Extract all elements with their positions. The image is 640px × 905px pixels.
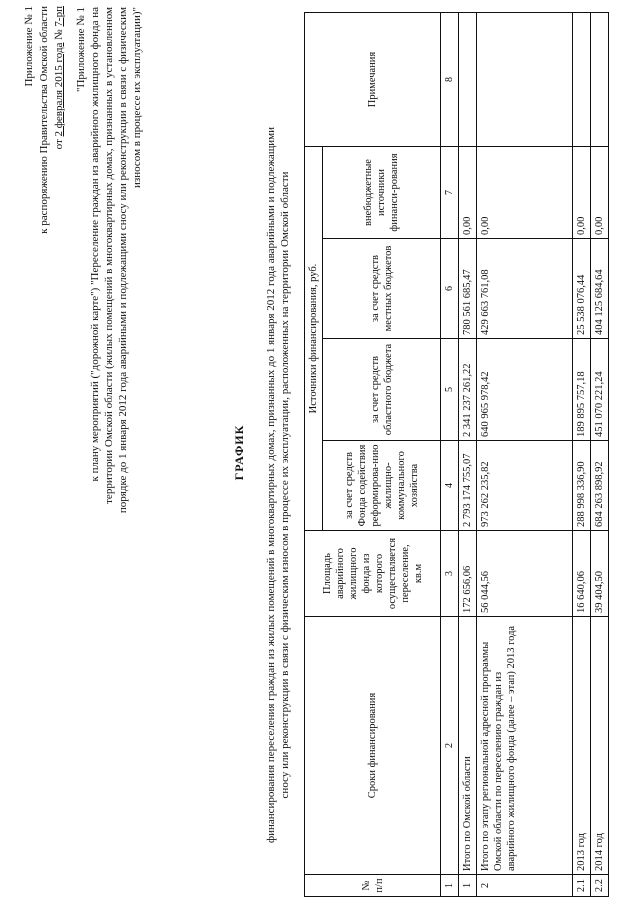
header-area: Площадь аварийного жилищного фонда из которого осуществляется переселение, кв.м [305,531,441,617]
header-num: № п/п [305,875,441,897]
header-sources: Источники финансирования, руб. [305,147,323,531]
appendix-number: 7-рп [53,6,65,27]
appendix-line1: Приложение № 1 [23,6,35,87]
header-regional: за счет средств областного бюджета [323,339,441,441]
header-terms: Сроки финансирования [305,617,441,875]
document-title: ГРАФИК [232,424,246,481]
header-local: за счет средств местных бюджетов [323,239,441,339]
appendix-date: 2 февраля 2015 года [53,42,65,137]
financing-table [304,12,609,897]
document-subtitle: финансирования переселения граждан из жилых помещений в многоквартирных домах, признанных до 1 января 2012 года аварийными и подлежащими сносу или реконструкции в связи с физическим износом в процессе их эксплуатации, расположенных на территории Омской области [265,126,291,844]
appendix-line2: к распоряжению Правительства Омской области [38,6,50,234]
plan-note: "Приложение № 1 к плану мероприятий ("дорожной карте") "Переселение граждан из аварийного жилищного фонда на территории Омской области (жилых помещений в многоквартирных домах, признанных в установленном порядке до 1 января 2012 года аварийными и подлежащими сносу или реконструкции в связи с физическим износом в процессе их эксплуатации)" [75,7,143,514]
appendix-date-line: от 2 февраля 2015 года № 7-рп [53,6,65,150]
appendix-note [22,6,67,234]
table-row: 2 Итого по этапу региональной адресной программы Омской области по переселению граждан из аварийного жилищного фонда (далее – этап) 2013 года 56 044,56 973 262 235,82 640 965 978,42 429 663 761,08 0,00 [477,13,573,897]
header-row-1 [305,13,323,897]
column-number-row: 1 2 3 4 5 6 7 8 [441,13,459,897]
header-notes: Примечания [305,13,441,147]
table-row: 2.2 2014 год 39 404,50 684 263 898,92 451 070 221,24 404 125 684,64 0,00 [591,13,609,897]
table-row: 1 Итого по Омской области 172 656,06 2 793 174 755,07 2 341 237 261,22 780 561 685,47 0,00 [459,13,477,897]
header-extra: внебюджетные источники финанси-рования [323,147,441,239]
header-fund: за счет средств Фонда содействия реформирова-нию жилищно-коммунального хозяйства [323,441,441,531]
table-row: 2.1 2013 год 16 640,06 288 998 336,90 189 895 757,18 25 538 076,44 0,00 [573,13,591,897]
